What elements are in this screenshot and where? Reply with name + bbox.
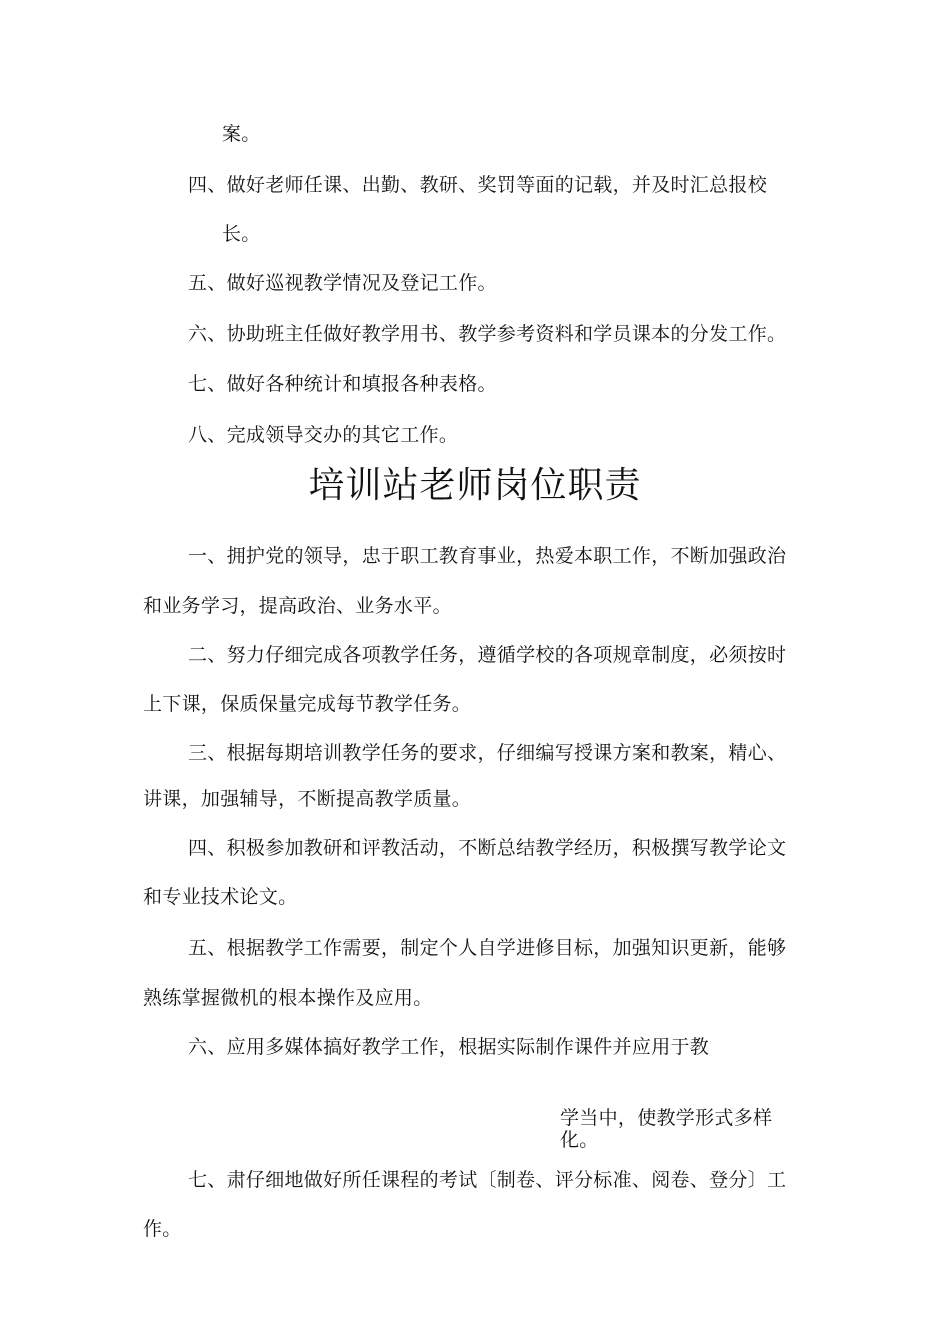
duty-7-line-2: 作。 bbox=[143, 1218, 182, 1240]
duty-3-line-1: 三、根据每期培训教学任务的要求，仔细编写授课方案和教案，精心、 bbox=[188, 742, 787, 764]
prev-line-3: 长。 bbox=[222, 223, 261, 245]
duty-2-line-1: 二、努力仔细完成各项教学任务，遵循学校的各项规章制度，必须按时 bbox=[188, 644, 787, 666]
duty-4-line-1: 四、积极参加教研和评教活动，不断总结教学经历，积极撰写教学论文 bbox=[188, 837, 787, 859]
duty-1-line-2: 和业务学习，提高政治、业务水平。 bbox=[143, 595, 452, 617]
prev-line-5: 六、协助班主任做好教学用书、教学参考资料和学员课本的分发工作。 bbox=[188, 323, 787, 345]
prev-line-2: 四、做好老师任课、出勤、教研、奖罚等面的记载，并及时汇总报校 bbox=[188, 174, 768, 196]
duty-4-line-2: 和专业技术论文。 bbox=[143, 886, 298, 908]
duty-1-line-1: 一、拥护党的领导，忠于职工教育事业，热爱本职工作，不断加强政治 bbox=[188, 545, 787, 567]
duty-6-line-2: 学当中，使教学形式多样 bbox=[560, 1107, 773, 1129]
prev-line-6: 七、做好各种统计和填报各种表格。 bbox=[188, 373, 497, 395]
prev-line-4: 五、做好巡视教学情况及登记工作。 bbox=[188, 272, 497, 294]
duty-5-line-2: 熟练掌握微机的根本操作及应用。 bbox=[143, 987, 433, 1009]
duty-3-line-2: 讲课，加强辅导，不断提高教学质量。 bbox=[143, 788, 472, 810]
duty-6-line-3: 化。 bbox=[560, 1129, 599, 1151]
duty-6-line-1: 六、应用多媒体搞好教学工作，根据实际制作课件并应用于教 bbox=[188, 1036, 710, 1058]
duty-7-line-1: 七、肃仔细地做好所任课程的考试〔制卷、评分标准、阅卷、登分〕工 bbox=[188, 1169, 787, 1191]
duty-5-line-1: 五、根据教学工作需要，制定个人自学进修目标，加强知识更新，能够 bbox=[188, 937, 787, 959]
page-title: 培训站老师岗位职责 bbox=[308, 465, 642, 506]
duty-2-line-2: 上下课，保质保量完成每节教学任务。 bbox=[143, 693, 472, 715]
prev-line-1: 案。 bbox=[222, 123, 261, 145]
prev-line-7: 八、完成领导交办的其它工作。 bbox=[188, 424, 459, 446]
